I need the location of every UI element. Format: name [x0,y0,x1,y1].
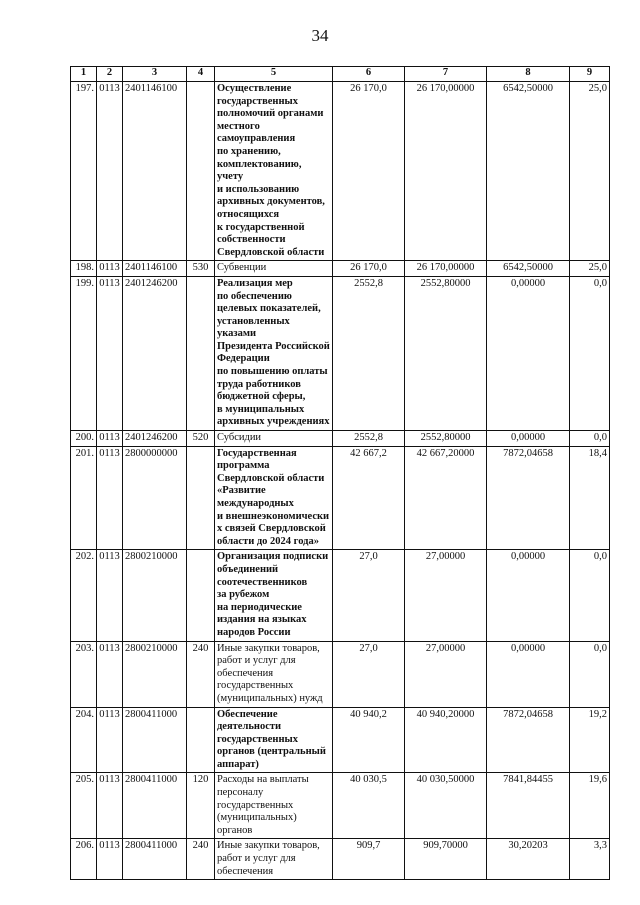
expense-type-code [187,550,215,641]
planned-amount: 26 170,0 [333,82,405,261]
article-code: 2401146100 [123,82,187,261]
expense-type-code: 520 [187,431,215,447]
article-code: 2800411000 [123,839,187,880]
row-number: 202. [71,550,97,641]
planned-amount: 909,7 [333,839,405,880]
executed-amount: 7872,04658 [487,707,570,773]
article-code: 2401246200 [123,276,187,430]
table-row [71,550,610,641]
column-header: 1 [71,67,97,82]
section-code: 0113 [97,82,123,261]
article-code: 2401246200 [123,431,187,447]
approved-amount: 26 170,00000 [405,261,487,277]
row-number: 205. [71,773,97,839]
item-name: Осуществление государственных полномочий органами местного самоуправления по хранению, комплектованию, учету и использованию архивных документов, относящихся к государственной собственности Свердловской области [215,82,333,261]
section-code: 0113 [97,276,123,430]
item-name: Расходы на выплаты персоналу государственных (муниципальных) органов [215,773,333,839]
section-code: 0113 [97,446,123,550]
planned-amount: 42 667,2 [333,446,405,550]
item-name: Обеспечение деятельности государственных органов (центральный аппарат) [215,707,333,773]
execution-percent: 19,2 [570,707,610,773]
table-row [71,261,610,277]
execution-percent: 0,0 [570,431,610,447]
section-code: 0113 [97,550,123,641]
item-name: Иные закупки товаров, работ и услуг для обеспечения [215,839,333,880]
expense-type-code: 240 [187,641,215,707]
column-header: 8 [487,67,570,82]
table-row [71,641,610,707]
article-code: 2800210000 [123,641,187,707]
section-code: 0113 [97,773,123,839]
row-number: 197. [71,82,97,261]
page-number: 34 [311,26,329,45]
row-number: 198. [71,261,97,277]
row-number: 200. [71,431,97,447]
planned-amount: 27,0 [333,550,405,641]
row-number: 201. [71,446,97,550]
section-code: 0113 [97,707,123,773]
approved-amount: 2552,80000 [405,431,487,447]
planned-amount: 26 170,0 [333,261,405,277]
row-number: 203. [71,641,97,707]
section-code: 0113 [97,839,123,880]
section-code: 0113 [97,431,123,447]
item-name: Иные закупки товаров, работ и услуг для обеспечения государственных (муниципальных) нужд [215,641,333,707]
approved-amount: 26 170,00000 [405,82,487,261]
executed-amount: 0,00000 [487,431,570,447]
approved-amount: 2552,80000 [405,276,487,430]
table-row [71,431,610,447]
expense-type-code: 240 [187,839,215,880]
approved-amount: 40 940,20000 [405,707,487,773]
item-name: Организация подписки объединений соотечественников за рубежом на периодические издания на языках народов России [215,550,333,641]
executed-amount: 0,00000 [487,550,570,641]
table-row [71,839,610,880]
expense-type-code [187,707,215,773]
article-code: 2800411000 [123,707,187,773]
table-header-row [71,67,610,82]
executed-amount: 7841,84455 [487,773,570,839]
execution-percent: 0,0 [570,550,610,641]
budget-table [70,66,610,880]
column-header: 6 [333,67,405,82]
execution-percent: 0,0 [570,641,610,707]
column-header: 2 [97,67,123,82]
article-code: 2800000000 [123,446,187,550]
execution-percent: 3,3 [570,839,610,880]
item-name: Государственная программа Свердловской области «Развитие международных и внешнеэкономически х связей Свердловской области до 2024 года» [215,446,333,550]
approved-amount: 27,00000 [405,641,487,707]
execution-percent: 19,6 [570,773,610,839]
executed-amount: 30,20203 [487,839,570,880]
item-name: Субсидии [215,431,333,447]
column-header: 9 [570,67,610,82]
column-header: 3 [123,67,187,82]
planned-amount: 27,0 [333,641,405,707]
execution-percent: 25,0 [570,82,610,261]
executed-amount: 0,00000 [487,276,570,430]
row-number: 206. [71,839,97,880]
approved-amount: 909,70000 [405,839,487,880]
table-row [71,276,610,430]
approved-amount: 40 030,50000 [405,773,487,839]
execution-percent: 25,0 [570,261,610,277]
approved-amount: 27,00000 [405,550,487,641]
article-code: 2800411000 [123,773,187,839]
executed-amount: 7872,04658 [487,446,570,550]
table-row [71,707,610,773]
planned-amount: 40 030,5 [333,773,405,839]
execution-percent: 18,4 [570,446,610,550]
executed-amount: 0,00000 [487,641,570,707]
expense-type-code [187,276,215,430]
row-number: 199. [71,276,97,430]
executed-amount: 6542,50000 [487,82,570,261]
expense-type-code: 120 [187,773,215,839]
planned-amount: 2552,8 [333,431,405,447]
column-header: 4 [187,67,215,82]
column-header: 5 [215,67,333,82]
expense-type-code [187,446,215,550]
table-row [71,82,610,261]
table-row [71,446,610,550]
column-header: 7 [405,67,487,82]
item-name: Реализация мер по обеспечению целевых показателей, установленных указами Президента Российской Федерации по повышению оплаты труда работников бюджетной сферы, в муниципальных архивных учреждениях [215,276,333,430]
article-code: 2800210000 [123,550,187,641]
execution-percent: 0,0 [570,276,610,430]
planned-amount: 2552,8 [333,276,405,430]
expense-type-code: 530 [187,261,215,277]
article-code: 2401146100 [123,261,187,277]
item-name: Субвенции [215,261,333,277]
table-row [71,773,610,839]
expense-type-code [187,82,215,261]
row-number: 204. [71,707,97,773]
section-code: 0113 [97,641,123,707]
executed-amount: 6542,50000 [487,261,570,277]
section-code: 0113 [97,261,123,277]
approved-amount: 42 667,20000 [405,446,487,550]
planned-amount: 40 940,2 [333,707,405,773]
